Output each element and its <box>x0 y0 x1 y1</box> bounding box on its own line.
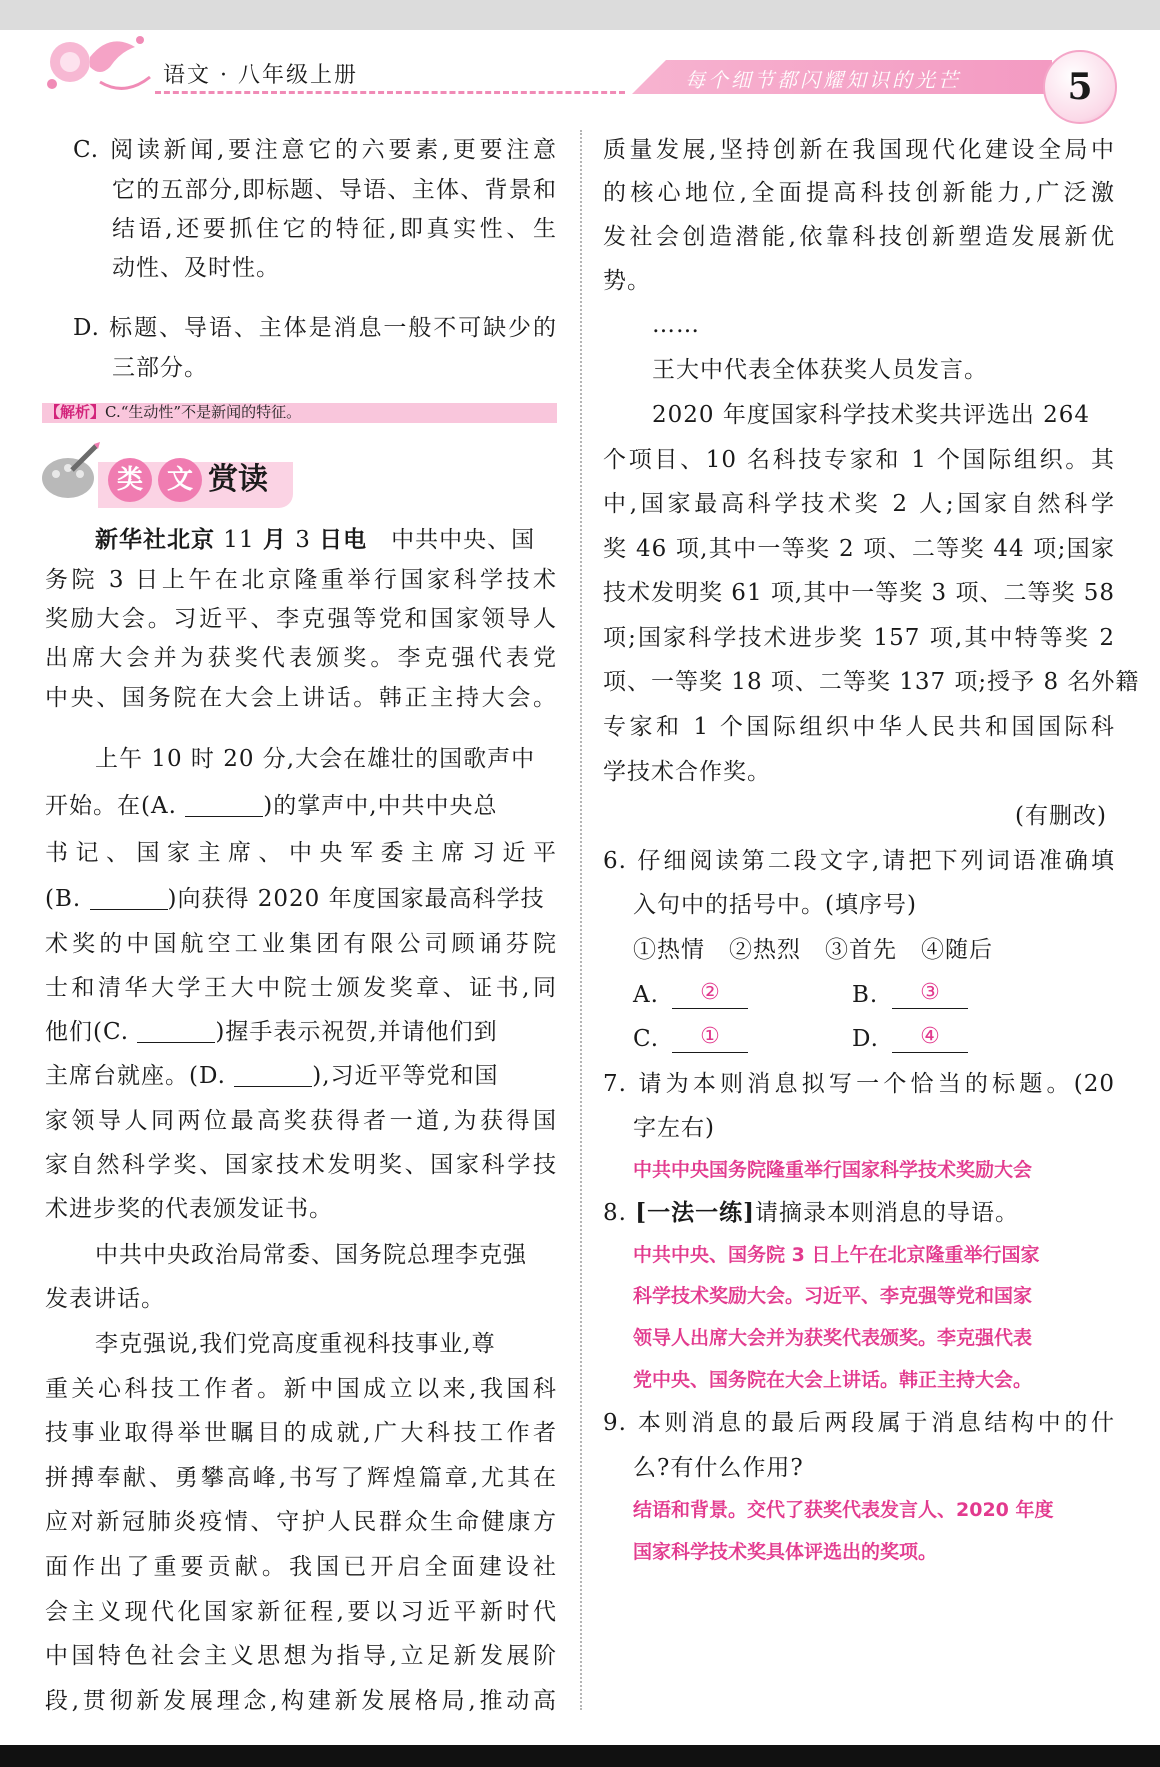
question-6: 6. 仔细阅读第二段文字,请把下列词语准确填 <box>603 848 1115 874</box>
q8-answer: 科学技术奖励大会。习近平、李克强等党和国家 <box>633 1285 1033 1307</box>
article-line: 中国特色社会主义思想为指导,立足新发展阶 <box>45 1643 557 1669</box>
question-8: 8. [一法一练]请摘录本则消息的导语。 <box>603 1199 1020 1226</box>
analysis-tag: 【解析】 <box>45 403 106 421</box>
article-line: 奖 46 项,其中一等奖 2 项、二等奖 44 项;国家 <box>603 536 1115 562</box>
option-d-line: D. 标题、导语、主体是消息一般不可缺少的 <box>73 315 557 341</box>
article-line: 家领导人同两位最高奖获得者一道,为获得国 <box>45 1108 557 1134</box>
article-line-blank-c: 他们(C. )握手表示祝贺,并请他们到 <box>45 1019 498 1045</box>
q6-word-options: ①热情 ②热烈 ③首先 ④随后 <box>633 937 993 963</box>
question-6: 入句中的括号中。(填序号) <box>633 892 917 918</box>
article-line: 技术发明奖 61 项,其中一等奖 3 项、二等奖 58 <box>603 580 1116 606</box>
q6-label-a: A. <box>633 982 659 1008</box>
article-line: 王大中代表全体获奖人员发言。 <box>652 357 988 383</box>
article-line: 术进步奖的代表颁发证书。 <box>45 1196 333 1222</box>
section-title-char: 文 <box>158 458 202 502</box>
option-c-line: C. 阅读新闻,要注意它的六要素,更要注意 <box>73 137 557 163</box>
article-line: 势。 <box>603 268 651 294</box>
q6-answer-b: ③ <box>892 978 968 1009</box>
page-number: 5 <box>1043 50 1117 124</box>
article-line: 书记、国家主席、中央军委主席习近平 <box>45 840 557 866</box>
article-line: 面作出了重要贡献。我国已开启全面建设社 <box>45 1554 557 1580</box>
analysis <box>45 401 301 423</box>
article-line: 2020 年度国家科学技术奖共评选出 264 <box>652 402 1091 428</box>
question-7: 7. 请为本则消息拟写一个恰当的标题。(20 <box>603 1071 1115 1097</box>
article-line-blank-a: 开始。在(A. )的掌声中,中共中央总 <box>45 793 498 819</box>
article-line: 项、一等奖 18 项、二等奖 137 项;授予 8 名外籍 <box>603 669 1140 695</box>
blank-b <box>90 887 168 910</box>
blank-a <box>185 794 263 817</box>
analysis-text: C.“生动性”不是新闻的特征。 <box>105 403 302 421</box>
option-c-line: 动性、及时性。 <box>112 255 280 281</box>
flower-ornament-icon <box>40 22 160 102</box>
article-line: 重关心科技工作者。新中国成立以来,我国科 <box>45 1376 557 1402</box>
question-7: 字左右) <box>633 1115 715 1141</box>
article-line: 家自然科学奖、国家技术发明奖、国家科学技 <box>45 1152 557 1178</box>
header-divider <box>155 91 625 94</box>
article-line: 发表讲话。 <box>45 1286 165 1312</box>
article-line: 上午 10 时 20 分,大会在雄壮的国歌声中 <box>95 746 536 772</box>
question-9: 么?有什么作用? <box>633 1455 804 1481</box>
q9-answer: 国家科学技术奖具体评选出的奖项。 <box>633 1541 938 1563</box>
q6-label-d: D. <box>852 1026 879 1052</box>
article-line: 士和清华大学王大中院士颁发奖章、证书,同 <box>45 975 557 1001</box>
palette-icon <box>38 440 102 504</box>
q9-answer: 结语和背景。交代了获奖代表发言人、2020 年度 <box>633 1499 1054 1521</box>
header-slogan: 每个细节都闪耀知识的光芒 <box>685 68 961 92</box>
article-line: 中央、国务院在大会上讲话。韩正主持大会。 <box>45 685 557 711</box>
article-line: 专家和 1 个国际组织中华人民共和国国际科 <box>603 714 1115 740</box>
news-dateline: 新华社北京 11 月 3 日电 中共中央、国 <box>95 526 536 553</box>
q8-method-tag: [一法一练] <box>635 1199 756 1226</box>
q6-answer-c: ① <box>672 1022 748 1053</box>
article-line: 质量发展,坚持创新在我国现代化建设全局中 <box>603 137 1115 163</box>
source-note: (有删改) <box>1015 803 1107 829</box>
section-title-char: 类 <box>108 458 152 502</box>
q6-label-c: C. <box>633 1026 660 1052</box>
article-line: 技事业取得举世瞩目的成就,广大科技工作者 <box>45 1420 557 1446</box>
article-line: 的核心地位,全面提高科技创新能力,广泛激 <box>603 180 1115 206</box>
article-line: 项;国家科学技术进步奖 157 项,其中特等奖 2 <box>603 625 1115 651</box>
article-line: 应对新冠肺炎疫情、守护人民群众生命健康方 <box>45 1509 557 1535</box>
column-divider <box>580 130 582 1710</box>
article-line: 务院 3 日上午在北京隆重举行国家科学技术 <box>45 567 557 593</box>
article-line: 拼搏奉献、勇攀高峰,书写了辉煌篇章,尤其在 <box>45 1465 557 1491</box>
option-c-line: 它的五部分,即标题、导语、主体、背景和 <box>112 177 557 203</box>
q8-answer: 领导人出席大会并为获奖代表颁奖。李克强代表 <box>633 1327 1033 1349</box>
ellipsis: …… <box>652 312 700 338</box>
article-line: 李克强说,我们党高度重视科技事业,尊 <box>95 1331 496 1357</box>
article-line-blank-b: (B. )向获得 2020 年度国家最高科学技 <box>45 886 545 912</box>
article-line: 会主义现代化国家新征程,要以习近平新时代 <box>45 1599 557 1625</box>
article-line: 发社会创造潜能,依靠科技创新塑造发展新优 <box>603 224 1115 250</box>
article-line: 术奖的中国航空工业集团有限公司顾诵芬院 <box>45 931 557 957</box>
option-d-line: 三部分。 <box>112 355 208 381</box>
viewer-bottom-bar <box>0 1745 1160 1767</box>
q7-answer: 中共中央国务院隆重举行国家科学技术奖励大会 <box>633 1159 1033 1181</box>
question-9: 9. 本则消息的最后两段属于消息结构中的什 <box>603 1410 1115 1436</box>
q6-label-b: B. <box>852 982 879 1008</box>
article-line: 个项目、10 名科技专家和 1 个国际组织。其 <box>603 447 1115 473</box>
article-line: 中共中央政治局常委、国务院总理李克强 <box>95 1242 527 1268</box>
q6-answer-a: ② <box>672 978 748 1009</box>
option-c-line: 结语,还要抓住它的特征,即真实性、生 <box>112 216 557 242</box>
article-line: 段,贯彻新发展理念,构建新发展格局,推动高 <box>45 1688 557 1714</box>
q8-answer: 党中央、国务院在大会上讲话。韩正主持大会。 <box>633 1369 1033 1391</box>
q8-answer: 中共中央、国务院 3 日上午在北京隆重举行国家 <box>633 1244 1040 1266</box>
article-line: 中,国家最高科学技术奖 2 人;国家自然科学 <box>603 491 1115 517</box>
blank-d <box>234 1064 312 1087</box>
article-line: 奖励大会。习近平、李克强等党和国家领导人 <box>45 606 557 632</box>
article-line-blank-d: 主席台就座。(D. ),习近平等党和国 <box>45 1063 499 1089</box>
book-subject: 语文 · 八年级上册 <box>163 63 358 88</box>
section-title: 赏读 <box>208 462 268 497</box>
q6-answer-d: ④ <box>892 1022 968 1053</box>
article-line: 学技术合作奖。 <box>603 759 771 785</box>
article-line: 出席大会并为获奖代表颁奖。李克强代表党 <box>45 645 557 671</box>
blank-c <box>137 1020 215 1043</box>
